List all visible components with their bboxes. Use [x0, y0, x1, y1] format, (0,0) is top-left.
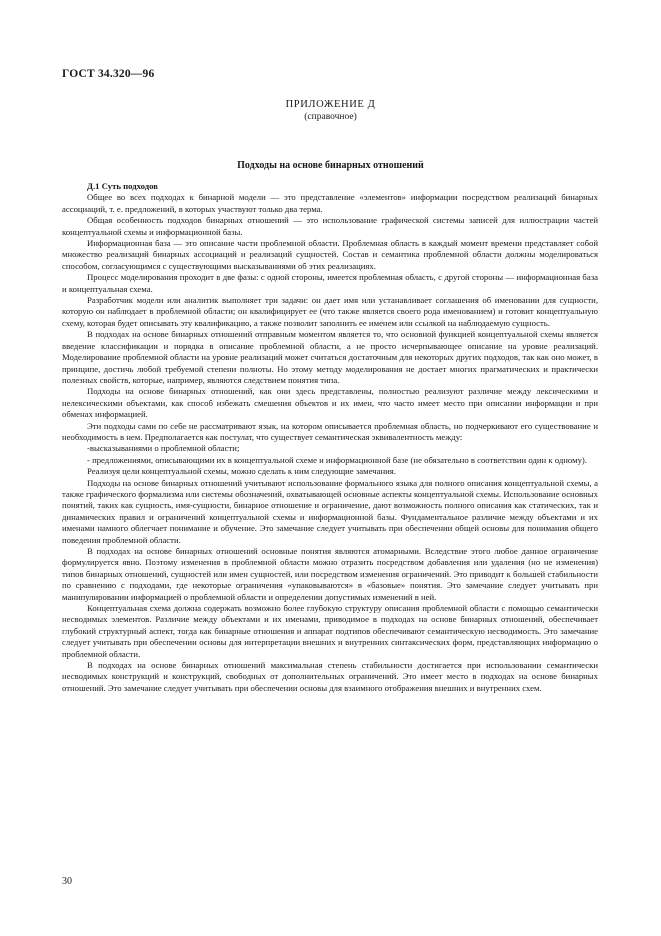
paragraph: В подходах на основе бинарных отношений основные понятия являются атомарными. Вследствие этого любое данное ограничение формулируется явно. Поэтому изменения в проблемной области можно отразить посредством добавления или удаления (но не изменения) типов бинарных отношений, сущностей или имен сущностей, или посредством изменения ограничений. Это приводит к большей стабильности по сравнению с подходами, где некоторые ограничения «упаковываются» в «базовые» понятия. Это замечание следует учитывать при манипулировании информацией о проблемной области и определении допустимых изменений в ней.: [62, 546, 598, 602]
paragraph: Реализуя цели концептуальной схемы, можно сделать к ним следующие замечания.: [87, 466, 396, 477]
paragraph: Разработчик модели или аналитик выполняет три задачи: он дает имя или устанавливает соглашения об именовании для сущности, которую он наблюдает в проблемной области; он квалифицирует ее (что также является своего рода именованием) и готовит концептуальную схему, которая будет описывать эту квалификацию, а также позволит заполнить ее именем или ссылкой на наблюдаемую сущность.: [62, 295, 598, 328]
list-item: - предложениями, описывающими их в концептуальной схеме и информационной базе (не обязательно в соответствии один к одному).: [87, 454, 587, 465]
section-heading: Д.1 Суть подходов: [87, 181, 158, 191]
paragraph: Информационная база — это описание части проблемной области. Проблемная область в каждый момент времени представляет собой множество реализаций бинарных ассоциаций и реализаций сущностей. Состав и семантика проблемной области должны моделироваться способом, согласующимся с существующими высказываниями об этих реализациях.: [62, 238, 598, 271]
list-item: -высказываниями о проблемной области;: [87, 443, 240, 454]
paragraph: Общее во всех подходах к бинарной модели — это представление «элементов» информации посредством реализаций бинарных ассоциаций, т. е. предложений, в которых участвуют только два терма.: [62, 192, 598, 214]
standard-header: ГОСТ 34.320—96: [62, 68, 155, 80]
paragraph: Общая особенность подходов бинарных отношений — это использование графической системы записей для иллюстрации частей концептуальной схемы и информационной базы.: [62, 215, 598, 237]
paragraph: Подходы на основе бинарных отношений учитывают использование формального языка для полного описания концептуальной схемы, а также графического формализма или системы обозначений, охватывающей основные аспекты концептуальной схемы. Использование основных понятий, таких как сущность, имя-сущности, бинарное отношение и ограничение, дают возможность полного описания как статических, так и динамических правил и ограничений концептуальной схемы и информационной базы. Фундаментальное различие между объектами и их именами намного облегчает понимание и обучение. Это замечание следует учитывать при обеспечении общей основы для понимания общего поведения проблемной области.: [62, 477, 598, 545]
document-title: Подходы на основе бинарных отношений: [237, 160, 424, 171]
paragraph: Концептуальная схема должна содержать возможно более глубокую структуру описания проблемной области с помощью семантически несводимых элементов. Различие между объектами и их именами, приводимое в подходах на основе бинарных отношений, обеспечивает глубокий структурный аспект, тогда как бинарные отношения и аппарат подтипов обеспечивают семантическую несводимость. Это замечание следует учитывать при обеспечении основы для интерпретации внешних и внутренних синтаксических форм, представляющих информацию о проблемной области.: [62, 603, 598, 659]
page-number: 30: [62, 876, 72, 887]
appendix-title: ПРИЛОЖЕНИЕ Д: [285, 99, 376, 110]
paragraph: В подходах на основе бинарных отношений максимальная степень стабильности достигается при использовании семантически несводимых конструкций и конструкций, свободных от дополнительных ограничений. Это имеет место в подходах на основе бинарных отношений. Это замечание следует учитывать при обеспечении основы для взаимного отображения внешних и внутренних схем.: [62, 660, 598, 693]
appendix-block: [0, 99, 661, 123]
paragraph: Подходы на основе бинарных отношений, как они здесь представлены, полностью реализуют различие между лексическими и нелексическими объектами, как способ избежать смешения объектов и их имен, что часто имеет место при описании информации и при обменах информацией.: [62, 386, 598, 420]
paragraph: Процесс моделирования проходит в две фазы: с одной стороны, имеется проблемная область, с другой стороны — информационная база и концептуальная схема.: [62, 272, 598, 294]
paragraph: Эти подходы сами по себе не рассматривают язык, на котором описывается проблемная область, но подчеркивают его существование и необходимость в нем. Предполагается как постулат, что существует семантическая эквивалентность между:: [62, 420, 598, 442]
paragraph: В подходах на основе бинарных отношений отправным моментом является то, что основной функцией концептуальной схемы является введение классификации и порядка в описание проблемной области, а не просто исчерпывающее описание на уровне реализаций. Моделирование проблемной области на уровне реализаций может считаться достаточным для некоторых других подходов, так как оно может, в принципе, достичь любой требуемой степени полноты. Но этому методу моделирования не достает многих прагматических и практически полезных свойств, которые, например, являются следствием понятия типа.: [62, 329, 598, 385]
appendix-subtitle: (справочное): [304, 112, 357, 122]
body-text: [62, 181, 598, 694]
